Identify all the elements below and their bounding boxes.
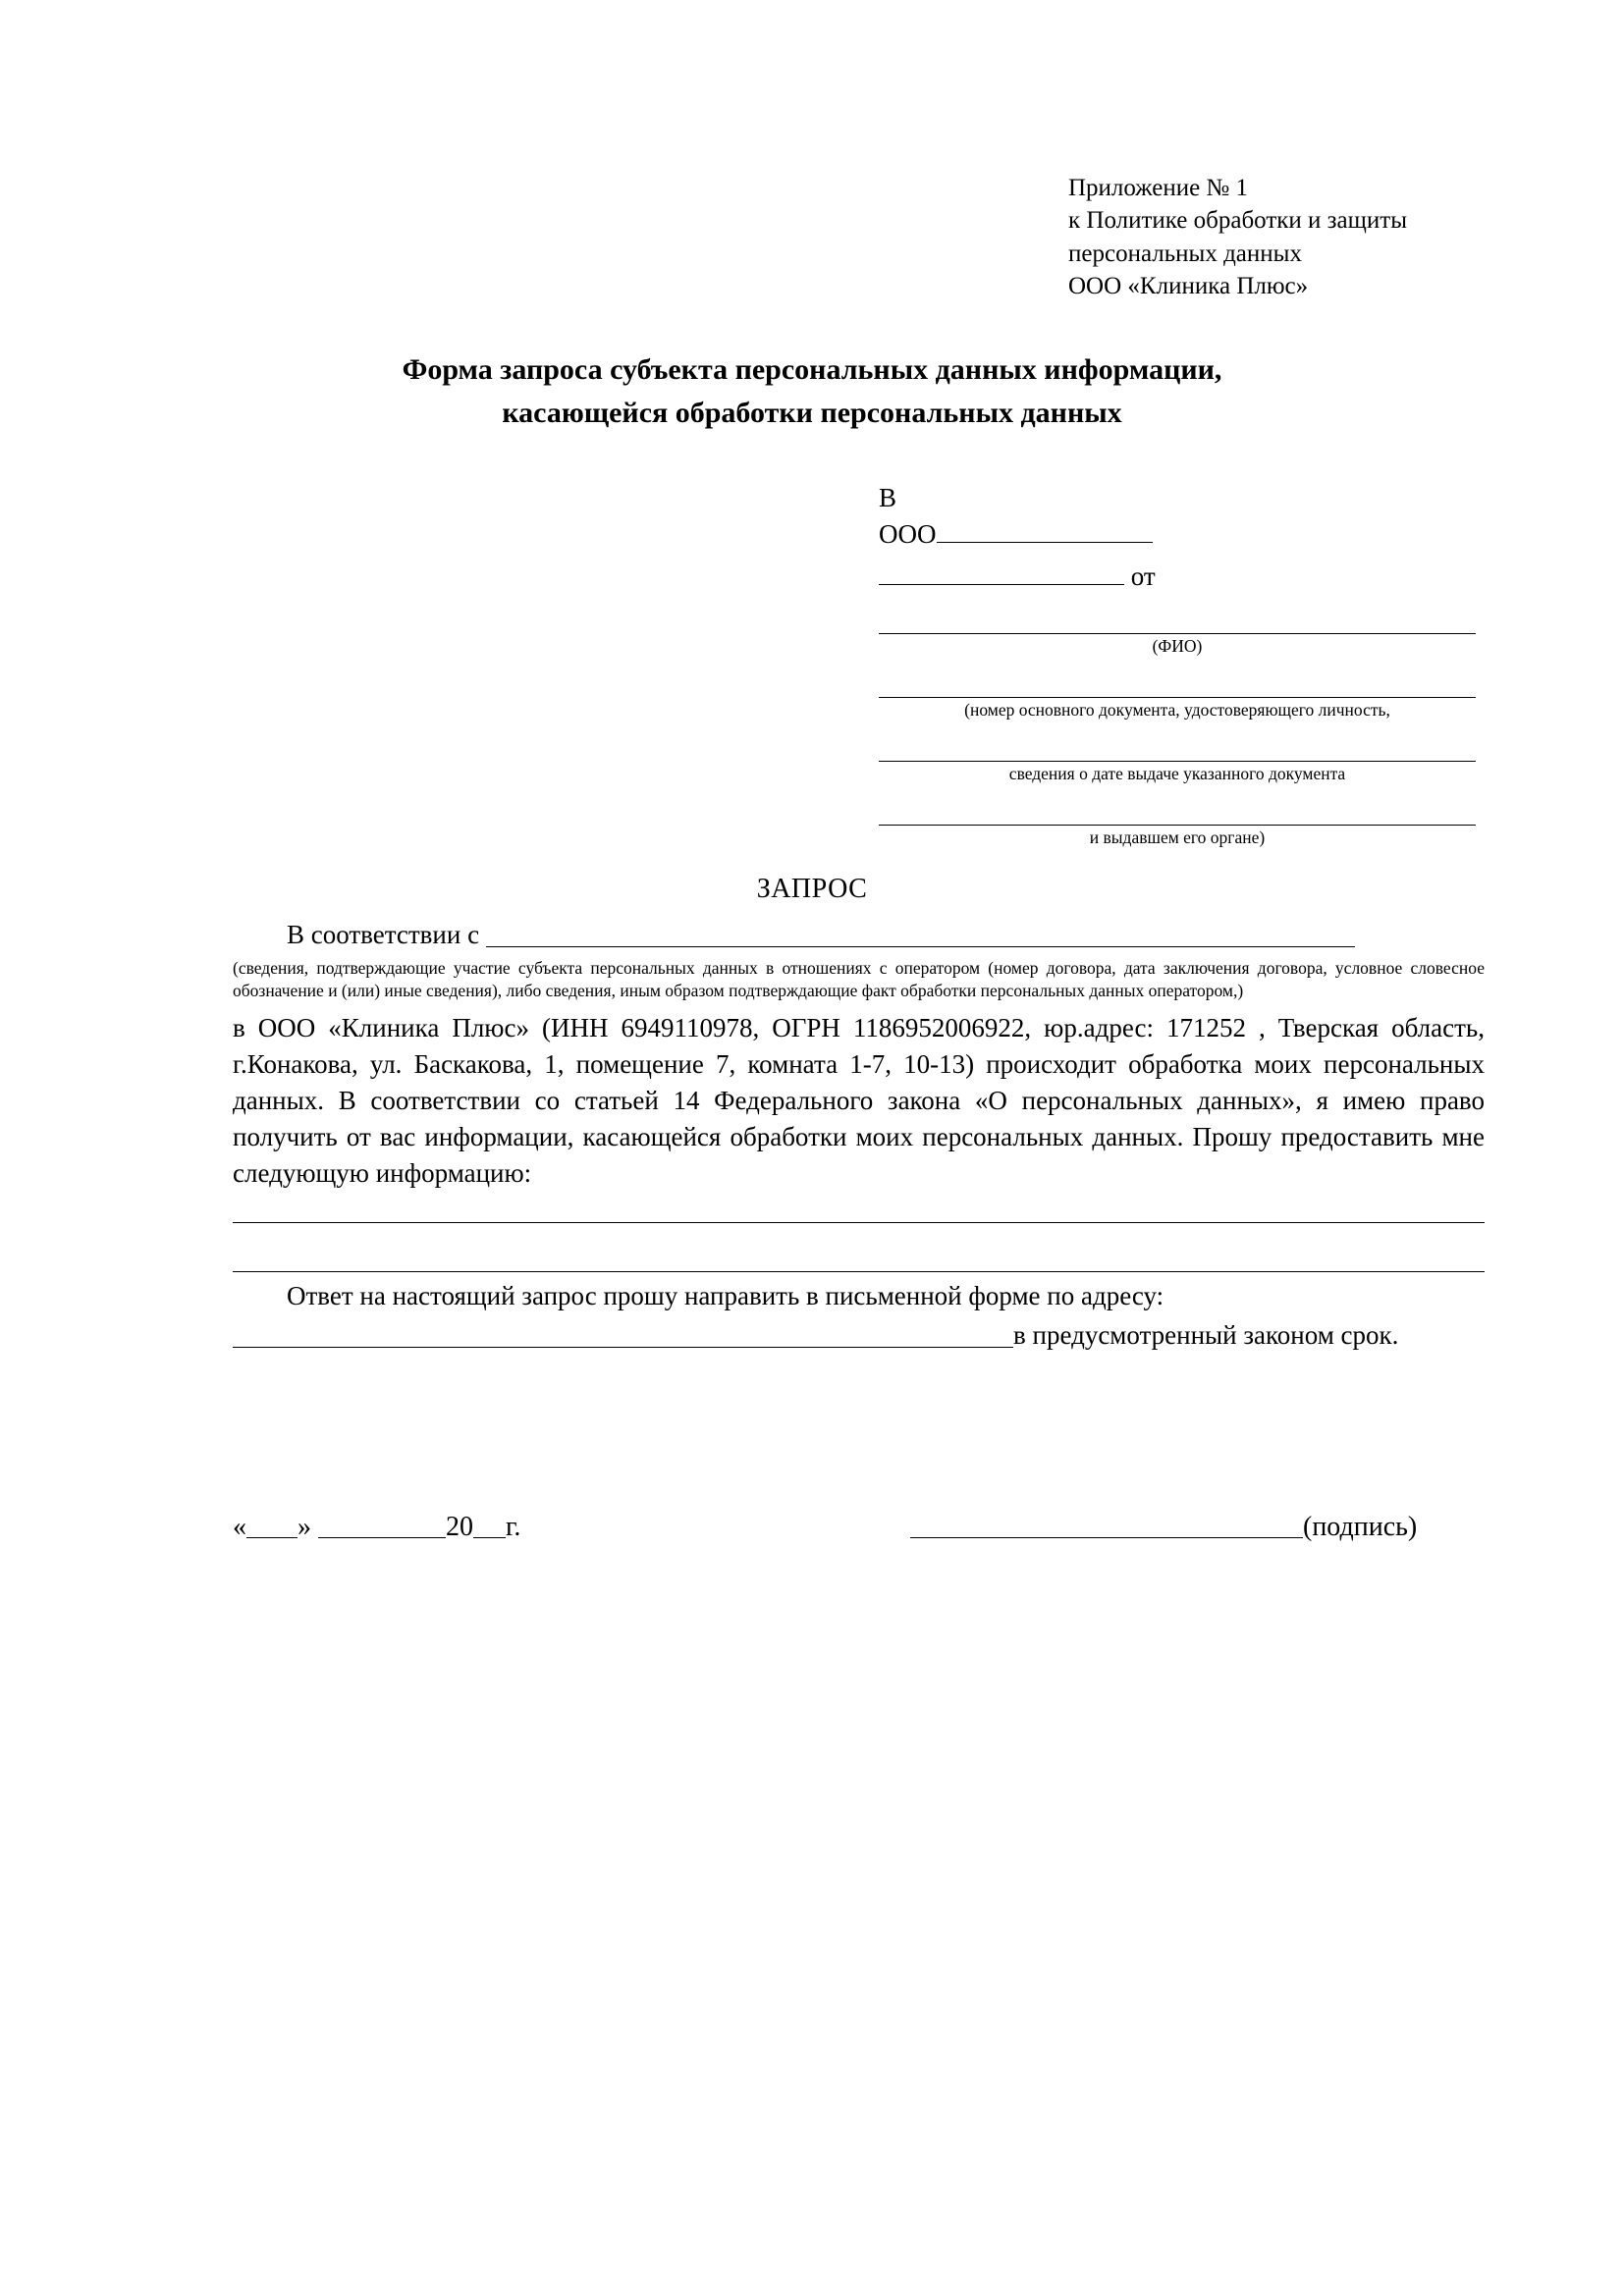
date-quote-close: » [298,1512,311,1542]
addressee-ooo-row [879,517,1488,552]
in-accordance-note: (сведения, подтверждающие участие субъекта персональных данных в отношениях с оператором (номер договора, дата заключения договора, условное словесное обозначение и (или) иные сведения), либо сведения, иным образом подтверждающие факт обработки персональных данных оператором,) [233,957,1485,1000]
signature-field-group [910,1512,1417,1543]
addressee-ot-label: от [1130,561,1156,592]
page-title-line-2: касающейся обработки персональных данных [502,396,1122,429]
issuing-authority-field[interactable] [879,799,1476,826]
in-accordance-label: В соответствии с [287,920,480,949]
signature-caption: (подпись) [1303,1512,1418,1542]
addressee-from-field[interactable] [879,561,1124,585]
addressee-block [879,481,1488,849]
body-paragraph: в ООО «Клиника Плюс» (ИНН 6949110978, ОГРН 1186952006922, юр.адрес: 171252 , Тверская область, г.Конакова, ул. Баскакова, 1, помещение 7, комната 1-7, 10-13) происходит обработка моих персональных данных. В соответствии со статьей 14 Федерального закона «О персональных данных», я имею право получить от вас информации, касающейся обработки моих персональных данных. Прошу предоставить мне следующую информацию: [233,1013,1485,1189]
in-accordance-field[interactable] [486,923,1355,947]
date-day-field[interactable] [246,1516,298,1538]
document-date-field[interactable] [879,735,1476,762]
issuing-authority-caption: и выдавшем его органе) [1089,827,1266,847]
information-field-line-1[interactable] [233,1221,1485,1223]
date-quote-open: « [233,1512,246,1542]
in-accordance-row [233,918,1485,953]
request-heading: ЗАПРОС [756,874,868,904]
document-number-caption: (номер основного документа, удостоверяющего личность, [964,700,1390,721]
page-title-line-1: Форма запроса субъекта персональных данных информации, [402,353,1222,386]
date-field-group [233,1512,520,1543]
appendix-header-line-3: персональных данных [1068,240,1302,267]
answer-address-tail: в предусмотренный законом срок. [1013,1319,1399,1350]
fio-caption: (ФИО) [1152,636,1203,657]
appendix-header [1068,172,1579,302]
date-year-field[interactable] [473,1516,506,1538]
information-field-line-2[interactable] [233,1270,1485,1272]
addressee-v: В [879,483,897,512]
date-year-prefix: 20 [446,1512,473,1542]
addressee-ooo-field[interactable] [937,518,1153,543]
date-month-field[interactable] [318,1516,446,1538]
date-year-suffix: г. [506,1512,521,1542]
document-date-caption: сведения о дате выдаче указанного документа [1008,764,1346,784]
addressee-ooo-label: ООО [879,519,937,550]
answer-instruction: Ответ на настоящий запрос прошу направить в письменной форме по адресу: [287,1281,1164,1311]
addressee-ot-row [879,560,1488,594]
fio-field[interactable] [879,608,1476,634]
signature-field[interactable] [910,1516,1303,1538]
document-number-field[interactable] [879,671,1476,698]
page-title [233,348,1391,434]
appendix-header-line-2: к Политике обработки и защиты [1068,207,1408,235]
appendix-header-line-4: ООО «Клиника Плюс» [1068,272,1309,299]
answer-address-row [233,1318,1485,1354]
answer-address-field[interactable] [233,1323,1013,1348]
appendix-header-line-1: Приложение № 1 [1068,175,1249,201]
document-body [233,918,1485,1354]
